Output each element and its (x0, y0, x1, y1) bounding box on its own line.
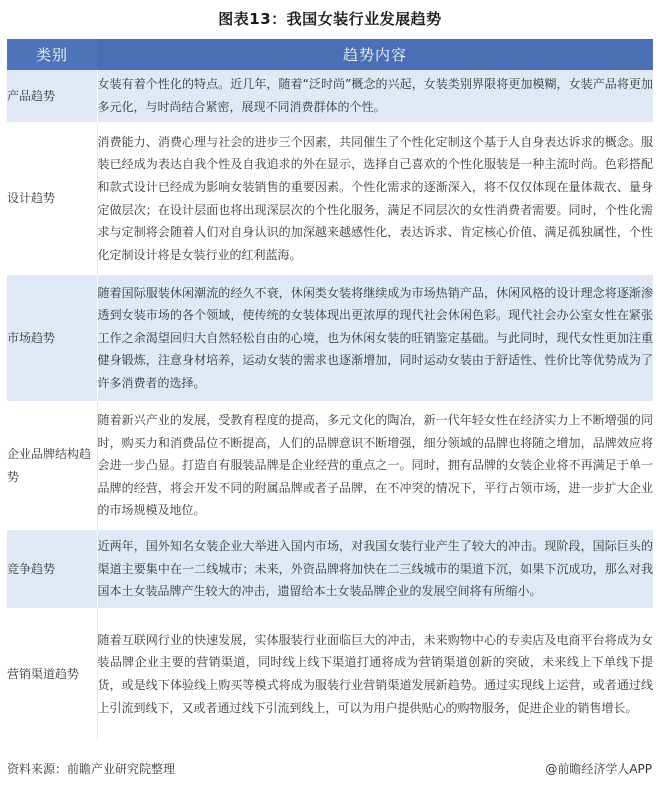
row-category: 企业品牌结构趋势 (7, 401, 97, 530)
header-content: 趋势内容 (97, 39, 653, 70)
table-row (7, 122, 653, 275)
row-content: 随着新兴产业的发展，受教育程度的提高，多元文化的陶冶，新一代年轻女性在经济实力上不断增强的同时，购买力和消费品位不断提高，人们的品牌意识不断增强，细分领域的品牌也将随之增加，品牌效应将会进一步凸显。打造自有服装品牌是企业经营的重点之一。同时，拥有品牌的女装企业将不再满足于单一品牌的经营，将会开发不同的附属品牌或者子品牌，在不冲突的情况下，平行占领市场，进一步扩大企业的市场规模及地位。 (97, 401, 653, 530)
figure-title: 图表13：我国女装行业发展趋势 (218, 10, 442, 28)
table-row (7, 530, 653, 608)
row-category: 市场趋势 (7, 275, 97, 401)
row-content: 近两年，国外知名女装企业大举进入国内市场，对我国女装行业产生了较大的冲击。现阶段，国际巨头的渠道主要集中在一二线城市；未来，外资品牌将加快在二三线城市的渠道下沉，如果下沉成功，那么对我国本土女装品牌产生较大的冲击，遗留给本土女装品牌企业的发展空间将有所缩小。 (97, 530, 653, 608)
row-content: 随着互联网行业的快速发展，实体服装行业面临巨大的冲击，未来购物中心的专卖店及电商平台将成为女装品牌企业主要的营销渠道，同时线上线下渠道打通将成为营销渠道创新的突破，未来线上下单线下提货，或是线下体验线上购买等模式将成为服装行业营销渠道发展新趋势。通过实现线上运营，或者通过线上引流到线下，又或者通过线下引流到线上，可以为用户提供贴心的购物服务，促进企业的销售增长。 (97, 608, 653, 740)
source-note: 资料来源：前瞻产业研究院整理 (7, 762, 176, 776)
row-content: 女装有着个性化的特点。近几年，随着“泛时尚”概念的兴起，女装类别界限将更加模糊，女装产品将更加多元化，与时尚结合紧密，展现不同消费群体的个性。 (97, 70, 653, 122)
table-row (7, 275, 653, 401)
row-content: 消费能力、消费心理与社会的进步三个因素，共同催生了个性化定制这个基于人自身表达诉求的概念。服装已经成为表达自我个性及自我追求的外在显示，选择自己喜欢的个性化服装是一种主流时尚。色彩搭配和款式设计已经成为影响女装销售的重要因素。个性化需求的逐渐深入，将不仅仅体现在量体裁衣、量身定做层次；在设计层面也将出现深层次的个性化服务，满足不同层次的女性消费者需要。同时，个性化需求与定制将会随着人们对自身认识的加深越来越感性化，表达诉求、肯定核心价值、满足孤独属性，个性化定制设计将是女装行业的红利蓝海。 (97, 122, 653, 275)
header-category: 类别 (7, 39, 97, 70)
trend-table (7, 39, 653, 740)
table-row (7, 401, 653, 530)
row-category: 设计趋势 (7, 122, 97, 275)
row-category: 营销渠道趋势 (7, 608, 97, 740)
table-row (7, 608, 653, 740)
row-content: 随着国际服装休闲潮流的经久不衰，休闲类女装将继续成为市场热销产品，休闲风格的设计理念将逐渐渗透到女装市场的各个领域，使传统的女装体现出更浓厚的现代社会休闲色彩。现代社会办公室女性在紧张工作之余渴望回归大自然轻松自由的心境，也为休闲女装的旺销鉴定基础。与此同时，现代女性更加注重健身锻炼，注意身材培养，运动女装的需求也逐渐增加，同时运动女装由于舒适性、性价比等优势成为了许多消费者的选择。 (97, 275, 653, 401)
brand-credit: @前瞻经济学人APP (545, 762, 652, 776)
table-header-row (7, 39, 653, 70)
row-category: 竞争趋势 (7, 530, 97, 608)
row-category: 产品趋势 (7, 70, 97, 122)
table-row (7, 70, 653, 122)
